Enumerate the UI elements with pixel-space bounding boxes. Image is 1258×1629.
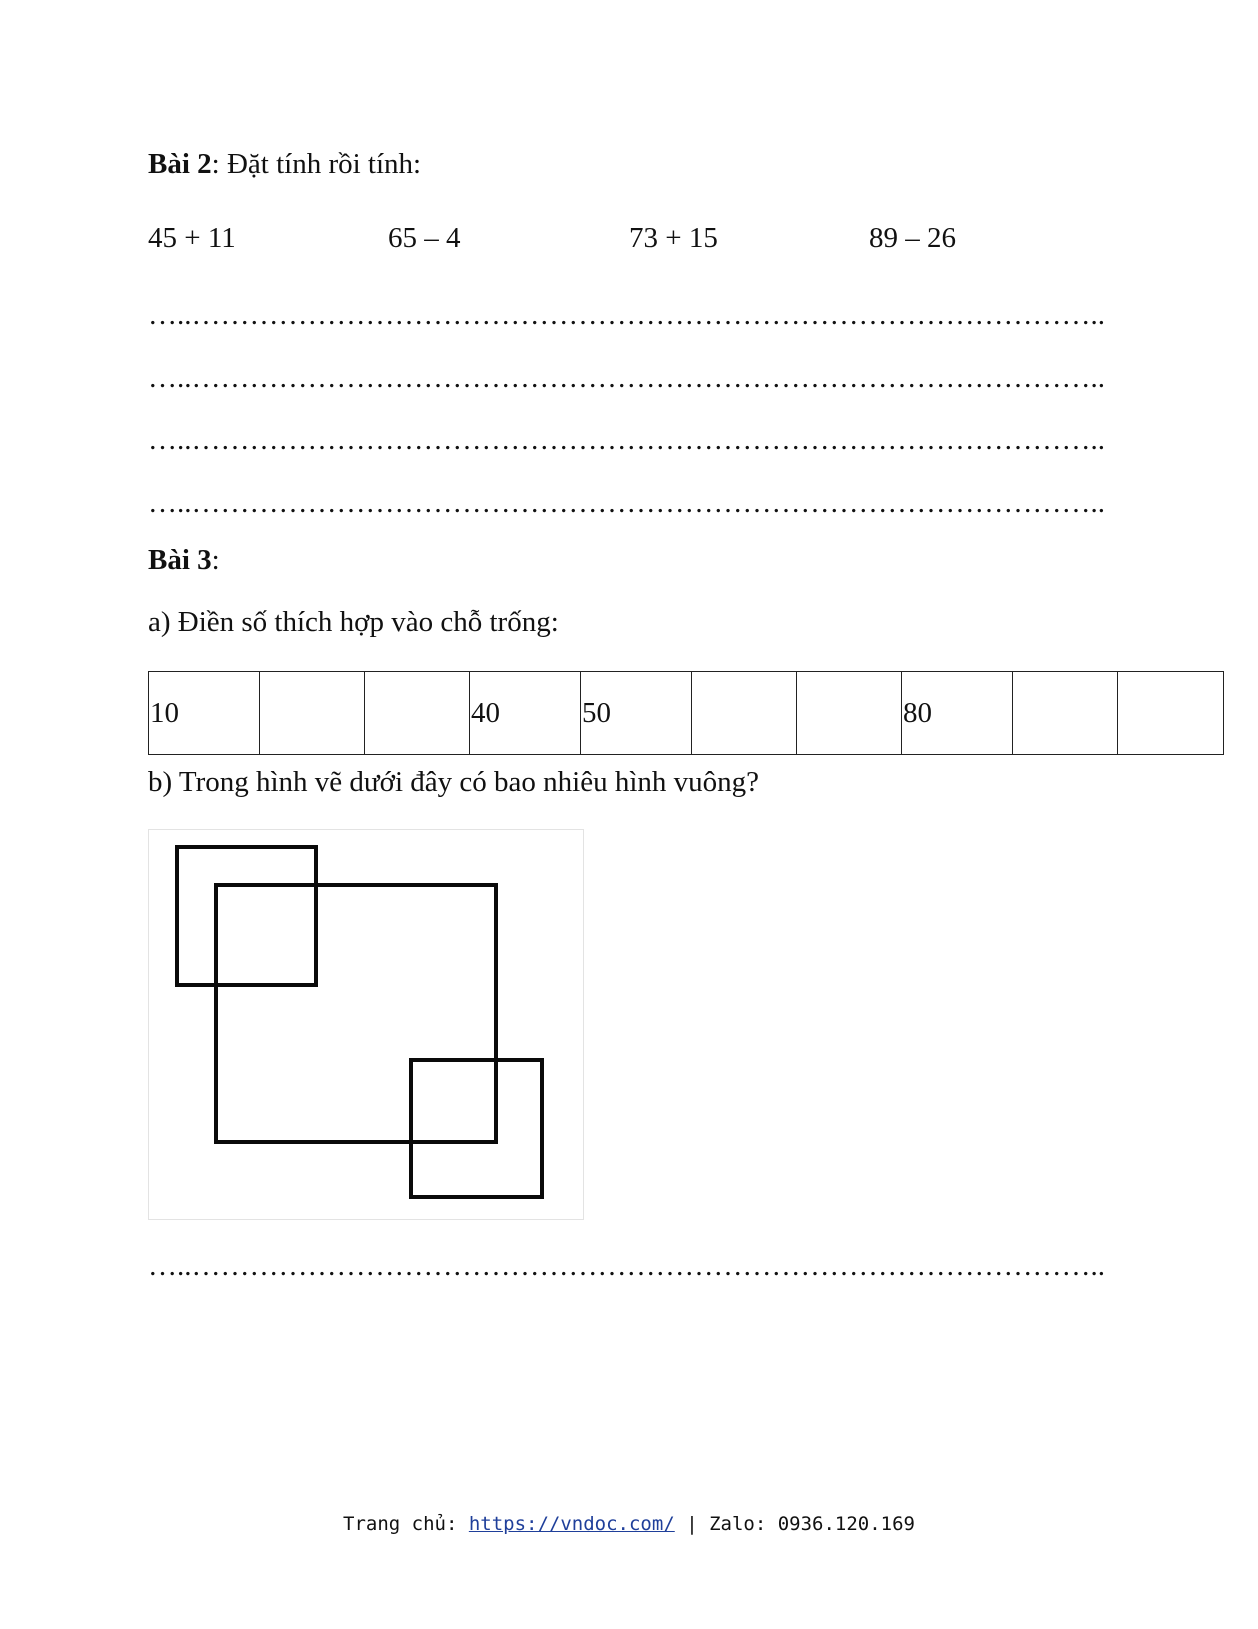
expression-4: 89 – 26 [869,222,956,254]
bai2-instruction: : Đặt tính rồi tính: [211,148,422,180]
table-cell-blank[interactable] [260,672,365,755]
table-cell: 50 [581,672,692,755]
footer-separator: | [674,1513,710,1535]
footer-link[interactable]: https://vndoc.com/ [468,1513,675,1535]
number-sequence-table [148,671,1224,755]
footer-zalo: Zalo: 0936.120.169 [709,1513,915,1535]
bai3-heading [148,544,220,577]
table-cell-blank[interactable] [365,672,470,755]
expression-2: 65 – 4 [388,222,461,254]
bai3-title: Bài 3 [148,544,212,576]
table-cell-blank[interactable] [797,672,902,755]
answer-line: …..………………………………………………………………………………….. [148,362,1105,394]
table-row [149,672,1224,755]
bai2-title: Bài 2 [148,148,212,180]
answer-line: …..………………………………………………………………………………….. [148,424,1105,456]
answer-line: …..………………………………………………………………………………….. [148,299,1105,331]
bai3-part-b: b) Trong hình vẽ dưới đây có bao nhiêu hình vuông? [148,766,759,798]
bai3-part-a: a) Điền số thích hợp vào chỗ trống: [148,606,559,638]
table-cell: 80 [902,672,1013,755]
expression-1: 45 + 11 [148,222,236,254]
table-cell: 10 [149,672,260,755]
small-square-top-left [177,847,316,985]
table-cell-blank[interactable] [1118,672,1224,755]
table-cell-blank[interactable] [692,672,797,755]
squares-figure [148,829,584,1220]
bai3-colon: : [211,544,220,576]
bai2-heading [148,148,421,181]
small-square-bottom-right [411,1060,542,1197]
large-square [216,885,496,1142]
expression-3: 73 + 15 [629,222,718,254]
squares-drawing [149,830,583,1219]
answer-line: …..………………………………………………………………………………….. [148,487,1105,519]
footer-label: Trang chủ: [343,1513,469,1535]
table-cell: 40 [470,672,581,755]
page-footer [0,1513,1258,1535]
table-cell-blank[interactable] [1013,672,1118,755]
answer-line: …..………………………………………………………………………………….. [148,1250,1105,1282]
